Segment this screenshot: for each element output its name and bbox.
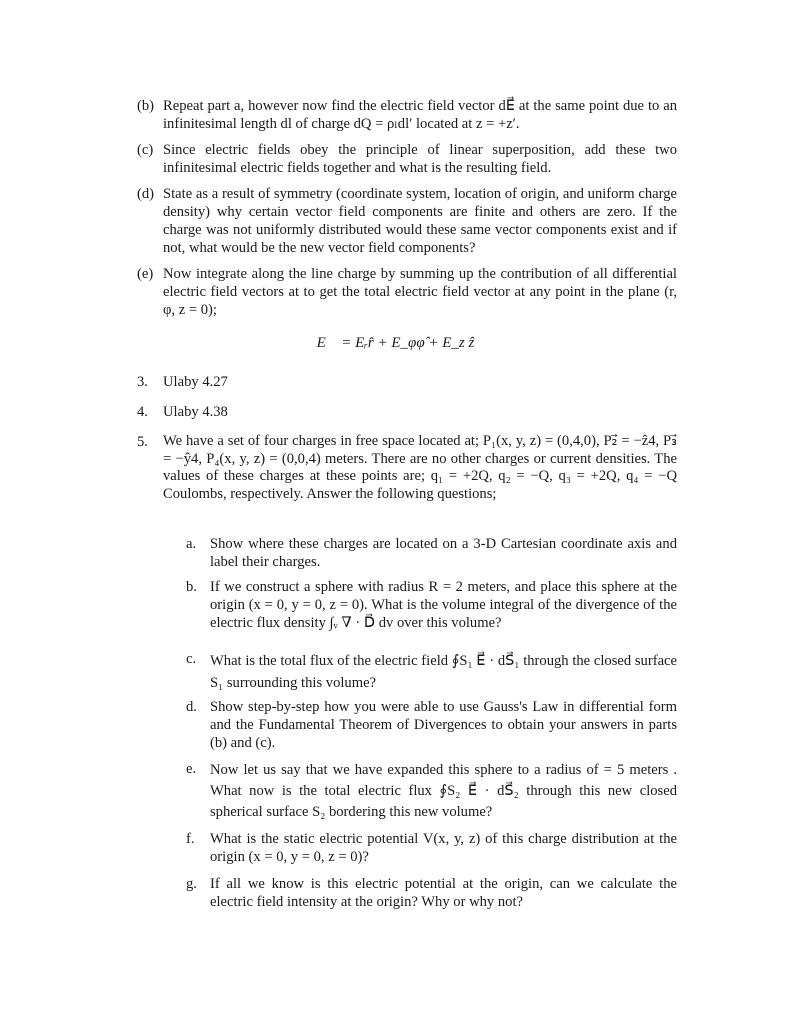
part-e xyxy=(137,265,677,319)
problem-number: 4. xyxy=(137,404,148,420)
subquestion-c xyxy=(186,650,677,694)
subquestion-b xyxy=(186,578,677,632)
subquestion-text: If we construct a sphere with radius R = 2 meters, and place this sphere at the origin (x = 0, y = 0, z = 0). What is the volume integral of the divergence of the electric flux density ∫ᵥ ∇ · D⃗ dv over this volume? xyxy=(210,579,677,631)
problem-5 xyxy=(137,433,677,503)
part-text: Now integrate along the line charge by summing up the contribution of all differential electric field vectors at to get the total electric field vector at any point in the plane (r, φ, z = 0); xyxy=(163,266,677,318)
subquestion-a xyxy=(186,535,677,571)
subquestion-label: b. xyxy=(186,579,197,595)
problem-number: 3. xyxy=(137,374,148,390)
subquestion-label: g. xyxy=(186,876,197,892)
subquestion-label: a. xyxy=(186,536,197,552)
subquestion-text: Now let us say that we have expanded this sphere to a radius of = 5 meters . What now is the total electric flux ∮S₂ E⃗ · dS⃗₂ through this new closed spherical surface S₂ bordering this new volume? xyxy=(210,762,677,820)
subquestion-e xyxy=(186,760,677,823)
subquestion-d xyxy=(186,698,677,752)
subquestion-f xyxy=(186,830,677,866)
electric-field-equation: E⃗ = Eᵣr̂ + E_φφ̂ + E_z ẑ xyxy=(316,335,475,351)
problem-text: We have a set of four charges in free space located at; P₁(x, y, z) = (0,4,0), P₂⃗ = −ẑ4, P₃⃗ = −ŷ4, P₄(x, y, z) = (0,0,4) meters. There are no other charges or current densities. The values of these charges at these points are; q₁ = +2Q, q₂ = −Q, q₃ = +2Q, q₄ = −Q Coulombs, respectively. Answer the following questions; xyxy=(163,433,677,502)
problem-4 xyxy=(137,403,677,421)
subquestion-text: What is the static electric potential V(x, y, z) of this charge distribution at the origin (x = 0, y = 0, z = 0)? xyxy=(210,831,677,865)
part-label: (d) xyxy=(137,186,155,202)
subquestion-text: Show step-by-step how you were able to use Gauss's Law in differential form and the Fundamental Theorem of Divergences to obtain your answers in parts (b) and (c). xyxy=(210,699,677,751)
part-text: Since electric fields obey the principle of linear superposition, add these two infinitesimal electric fields together and what is the resulting field. xyxy=(163,142,677,176)
problem-text: Ulaby 4.27 xyxy=(163,374,228,390)
subquestion-text: If all we know is this electric potential at the origin, can we calculate the electric field intensity at the origin? Why or why not? xyxy=(210,876,677,910)
part-c xyxy=(137,141,677,177)
problem-text: Ulaby 4.38 xyxy=(163,404,228,420)
problem-number: 5. xyxy=(137,434,148,450)
problem-3 xyxy=(137,373,677,391)
part-label: (b) xyxy=(137,98,155,114)
subquestion-label: d. xyxy=(186,699,197,715)
part-label: (c) xyxy=(137,142,154,158)
subquestion-g xyxy=(186,875,677,911)
subquestion-label: c. xyxy=(186,651,197,667)
part-text: State as a result of symmetry (coordinate system, location of origin, and uniform charge density) why certain vector field components are finite and others are zero. If the charge was not uniformly distributed would these same vector components exist and if not, what would be the new vector field components? xyxy=(163,186,677,256)
subquestion-label: f. xyxy=(186,831,195,847)
part-d xyxy=(137,185,677,257)
part-b xyxy=(137,97,677,133)
part-text: Repeat part a, however now find the electric field vector dE⃗ at the same point due to an infinitesimal length dl of charge dQ = ρₗdl′ located at z = +z′. xyxy=(163,98,677,132)
subquestion-label: e. xyxy=(186,761,197,777)
part-label: (e) xyxy=(137,266,154,282)
subquestion-text: What is the total flux of the electric field ∮S₁ E⃗ · dS⃗₁ through the closed surface S₁ surrounding this volume? xyxy=(210,653,677,691)
subquestion-text: Show where these charges are located on a 3-D Cartesian coordinate axis and label their charges. xyxy=(210,536,677,570)
